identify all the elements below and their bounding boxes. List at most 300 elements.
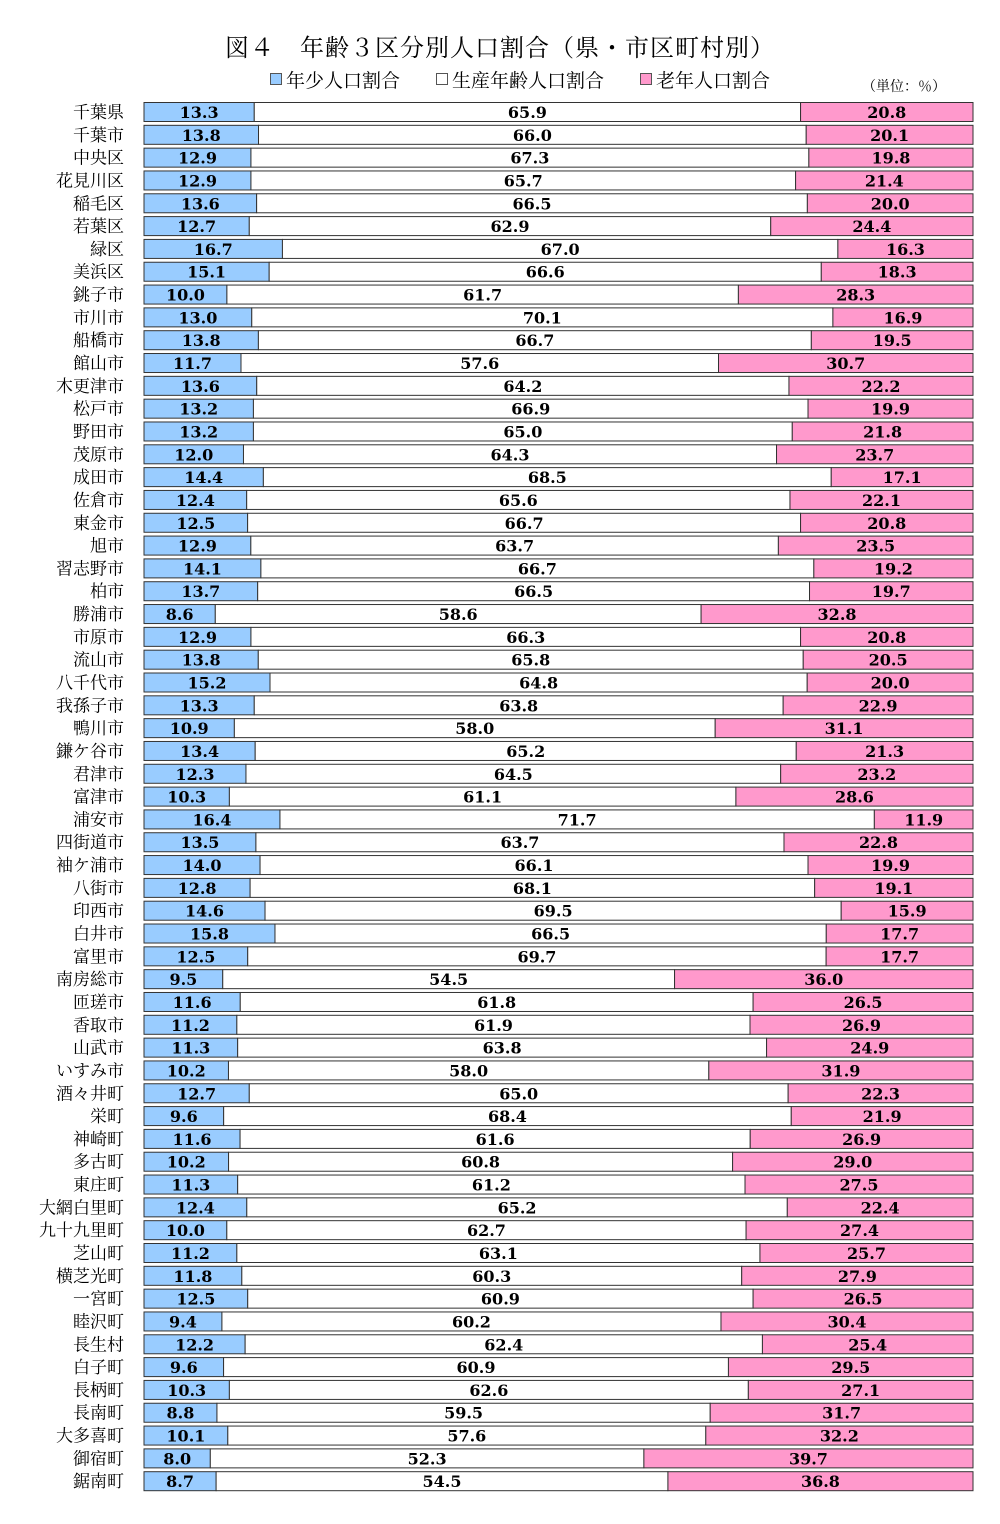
data-label-elderly: 22.3: [861, 1084, 901, 1104]
data-label-elderly: 19.1: [874, 878, 914, 898]
bar-row: [73, 103, 973, 124]
data-label-elderly: 21.3: [865, 741, 905, 761]
chart-title: 図４ 年齢３区分別人口割合（県・市区町村別）: [225, 34, 775, 62]
bar-row: [73, 764, 973, 785]
bar-row: [73, 1175, 973, 1196]
category-label: 鴨川市: [73, 719, 124, 740]
data-label-working: 62.9: [490, 217, 530, 237]
category-label: 芝山町: [73, 1244, 124, 1264]
category-label: 稲毛区: [73, 194, 124, 215]
bar-row: [73, 1403, 973, 1424]
category-label: 習志野市: [56, 559, 124, 580]
data-label-elderly: 25.4: [848, 1335, 888, 1355]
category-label: 若葉区: [73, 217, 124, 238]
data-label-working: 69.5: [533, 901, 573, 921]
data-label-working: 61.8: [477, 992, 517, 1012]
bar-row: [56, 171, 973, 192]
data-label-elderly: 29.5: [831, 1358, 871, 1378]
data-label-youth: 12.5: [176, 1289, 216, 1309]
bar-row: [73, 1244, 973, 1265]
category-label: 成田市: [73, 468, 124, 489]
data-label-working: 66.0: [512, 125, 552, 145]
data-label-working: 66.1: [514, 856, 554, 876]
category-label: 富里市: [73, 947, 124, 968]
data-label-youth: 12.9: [177, 536, 217, 556]
bar-row: [56, 1426, 973, 1447]
data-label-elderly: 25.7: [846, 1244, 886, 1263]
bar-row: [73, 1289, 973, 1310]
data-label-elderly: 20.8: [867, 627, 907, 647]
data-label-elderly: 20.8: [867, 513, 907, 533]
data-label-elderly: 22.1: [862, 490, 901, 510]
bar-row: [73, 810, 973, 831]
data-label-working: 58.0: [455, 719, 495, 739]
data-label-youth: 15.1: [187, 262, 227, 282]
data-label-elderly: 16.3: [885, 239, 925, 259]
data-label-youth: 14.1: [182, 559, 222, 579]
data-label-youth: 10.3: [167, 787, 207, 807]
category-label: 鎌ケ谷市: [56, 741, 124, 762]
data-label-elderly: 20.5: [868, 650, 908, 670]
bar-row: [73, 787, 973, 808]
data-label-working: 65.2: [497, 1198, 537, 1218]
data-label-working: 54.5: [422, 1472, 462, 1492]
category-label: 匝瑳市: [73, 992, 124, 1013]
category-label: 一宮町: [73, 1289, 124, 1310]
data-label-youth: 11.7: [173, 354, 212, 374]
category-label: 美浜区: [73, 262, 124, 283]
data-label-youth: 15.2: [187, 673, 227, 693]
category-label: 白子町: [73, 1358, 124, 1379]
data-label-youth: 10.0: [165, 285, 205, 305]
data-label-elderly: 20.0: [870, 194, 910, 214]
bar-row: [39, 1198, 973, 1219]
data-label-youth: 13.8: [181, 331, 221, 351]
data-label-youth: 11.3: [171, 1038, 211, 1058]
data-label-elderly: 22.2: [861, 376, 901, 396]
data-label-youth: 13.6: [180, 376, 220, 396]
data-label-working: 64.8: [519, 673, 559, 693]
data-label-youth: 9.6: [169, 1358, 198, 1378]
data-label-working: 66.7: [517, 559, 557, 579]
category-label: 我孫子市: [56, 696, 124, 717]
data-label-youth: 11.6: [172, 1129, 212, 1149]
bar-row: [56, 856, 973, 877]
bar-row: [73, 399, 973, 420]
bar-row: [56, 1061, 973, 1082]
category-label: 市川市: [73, 308, 124, 329]
data-label-working: 68.1: [512, 878, 552, 898]
bar-row: [73, 605, 973, 626]
category-label: 袖ケ浦市: [56, 856, 124, 877]
category-label: 柏市: [90, 582, 124, 603]
bar-row: [56, 696, 973, 717]
data-label-working: 57.6: [447, 1426, 487, 1446]
category-label: 千葉市: [73, 125, 124, 146]
data-label-working: 67.0: [540, 239, 580, 259]
data-label-working: 63.1: [478, 1244, 518, 1263]
data-label-working: 66.6: [525, 262, 565, 282]
data-label-youth: 13.3: [179, 103, 219, 122]
category-label: 八千代市: [56, 673, 124, 694]
data-label-youth: 12.8: [177, 878, 217, 898]
data-label-working: 65.9: [507, 103, 547, 122]
legend-label-youth: 年少人口割合: [286, 69, 401, 92]
bar-row: [73, 1129, 973, 1150]
data-label-elderly: 22.8: [859, 833, 898, 853]
data-label-youth: 14.0: [182, 856, 222, 876]
data-label-working: 61.2: [471, 1175, 511, 1195]
data-label-working: 65.0: [499, 1084, 539, 1104]
bar-row: [73, 125, 973, 146]
data-label-youth: 10.9: [169, 719, 209, 739]
category-label: 印西市: [73, 901, 124, 922]
bar-row: [73, 992, 973, 1013]
data-label-working: 59.5: [444, 1403, 484, 1423]
data-label-youth: 9.5: [169, 970, 198, 990]
category-label: 大網白里町: [39, 1198, 124, 1219]
category-label: 鋸南町: [73, 1472, 124, 1493]
category-label: 御宿町: [73, 1449, 124, 1470]
bar-row: [56, 1266, 973, 1287]
category-label: 四街道市: [56, 833, 124, 854]
bar-row: [56, 559, 973, 580]
category-label: 神崎町: [73, 1129, 124, 1150]
data-label-working: 60.8: [461, 1152, 501, 1172]
data-label-elderly: 28.6: [834, 787, 874, 807]
legend-label-working: 生産年齢人口割合: [452, 69, 605, 92]
data-label-working: 57.6: [460, 354, 500, 374]
bar-row: [56, 970, 973, 991]
data-label-elderly: 27.5: [839, 1175, 879, 1195]
data-label-elderly: 39.7: [788, 1449, 828, 1469]
bar-row: [39, 1221, 973, 1242]
data-label-working: 61.9: [473, 1015, 513, 1035]
category-label: 浦安市: [73, 810, 124, 831]
data-label-youth: 12.9: [177, 171, 217, 191]
category-label: 船橋市: [73, 331, 124, 352]
data-label-working: 68.5: [527, 468, 567, 488]
bar-row: [56, 376, 973, 397]
data-label-youth: 12.2: [175, 1335, 215, 1355]
data-label-youth: 10.2: [166, 1152, 206, 1172]
bar-row: [73, 946, 973, 967]
data-label-working: 69.7: [517, 947, 557, 967]
bar-row: [73, 627, 973, 648]
bar-row: [73, 1152, 973, 1173]
data-label-working: 62.7: [466, 1221, 506, 1241]
data-label-working: 66.5: [531, 924, 571, 944]
data-label-working: 67.3: [510, 148, 550, 168]
data-label-youth: 13.7: [181, 582, 221, 602]
data-label-youth: 9.6: [169, 1107, 198, 1127]
data-label-youth: 12.9: [177, 627, 217, 647]
bar-row: [73, 194, 973, 215]
data-label-youth: 12.4: [175, 1198, 215, 1218]
data-label-elderly: 17.7: [880, 924, 920, 944]
data-label-youth: 16.4: [192, 810, 232, 830]
data-label-elderly: 11.9: [904, 810, 944, 830]
data-label-elderly: 17.7: [880, 947, 920, 967]
data-label-working: 68.4: [487, 1107, 527, 1127]
data-label-elderly: 19.2: [873, 559, 913, 579]
data-label-elderly: 31.1: [824, 719, 864, 739]
category-label: 大多喜町: [56, 1426, 124, 1447]
bar-row: [90, 536, 973, 557]
data-label-elderly: 27.1: [841, 1380, 881, 1400]
category-label: 千葉県: [73, 103, 124, 123]
bar-row: [56, 833, 973, 854]
data-label-elderly: 22.9: [858, 696, 898, 716]
data-label-working: 63.8: [482, 1038, 522, 1058]
data-label-elderly: 22.4: [860, 1198, 900, 1218]
data-label-youth: 11.8: [173, 1266, 213, 1286]
data-label-working: 62.6: [469, 1380, 509, 1400]
bar-row: [73, 513, 973, 534]
data-label-youth: 12.4: [175, 490, 215, 510]
data-label-working: 65.2: [506, 741, 546, 761]
data-label-working: 60.9: [456, 1358, 496, 1378]
bar-row: [90, 239, 973, 259]
data-label-elderly: 21.9: [862, 1107, 902, 1127]
data-label-elderly: 18.3: [877, 262, 917, 282]
data-label-youth: 13.6: [180, 194, 220, 214]
bar-row: [73, 878, 973, 899]
data-label-youth: 13.8: [181, 125, 221, 145]
data-label-elderly: 19.8: [871, 148, 911, 168]
data-label-elderly: 31.9: [821, 1061, 861, 1081]
data-label-elderly: 26.5: [843, 992, 883, 1012]
bar-row: [73, 262, 973, 283]
data-label-youth: 13.4: [180, 741, 220, 761]
data-label-elderly: 19.5: [872, 331, 912, 351]
data-label-youth: 15.8: [190, 924, 229, 944]
bar-row: [73, 1312, 973, 1333]
data-label-youth: 13.0: [178, 308, 218, 328]
data-label-elderly: 23.5: [856, 536, 896, 556]
data-label-elderly: 16.9: [883, 308, 923, 328]
data-label-youth: 12.9: [177, 148, 217, 168]
data-label-elderly: 31.7: [822, 1403, 862, 1423]
category-label: 横芝光町: [56, 1266, 124, 1287]
category-label: 長柄町: [73, 1380, 124, 1401]
data-label-youth: 11.3: [171, 1175, 211, 1195]
bar-row: [73, 719, 973, 740]
data-label-youth: 8.8: [166, 1403, 195, 1423]
bar-row: [73, 468, 973, 489]
data-label-elderly: 32.2: [819, 1426, 859, 1446]
bar-row: [73, 1380, 973, 1401]
bar-row: [73, 445, 973, 466]
data-label-youth: 13.2: [179, 422, 219, 442]
bar-row: [56, 1084, 973, 1105]
bar-row: [73, 1449, 973, 1470]
data-label-youth: 11.6: [172, 992, 212, 1012]
data-label-youth: 13.8: [181, 650, 221, 670]
category-label: 佐倉市: [73, 490, 124, 511]
data-label-elderly: 26.9: [842, 1015, 881, 1035]
category-label: 八街市: [73, 878, 124, 899]
bar-row: [73, 1335, 973, 1356]
data-label-elderly: 26.5: [843, 1289, 883, 1309]
data-label-working: 61.6: [475, 1129, 515, 1149]
unit-label: （単位：％）: [862, 79, 946, 95]
data-label-youth: 12.7: [177, 1084, 217, 1104]
category-label: 茂原市: [73, 445, 124, 466]
category-label: 長南町: [73, 1403, 124, 1424]
data-label-youth: 11.2: [170, 1015, 210, 1035]
data-label-youth: 12.7: [177, 217, 217, 237]
category-label: 酒々井町: [56, 1084, 124, 1105]
bar-row: [73, 650, 973, 671]
bar-row: [90, 1107, 973, 1128]
data-label-elderly: 36.0: [804, 970, 844, 990]
category-label: 多古町: [73, 1152, 124, 1173]
category-label: 流山市: [73, 650, 124, 671]
data-label-youth: 10.3: [167, 1380, 207, 1400]
data-label-youth: 14.6: [185, 901, 225, 921]
bar-row: [73, 148, 973, 169]
data-label-elderly: 17.1: [882, 468, 922, 488]
category-label: 東金市: [73, 513, 124, 534]
data-label-elderly: 15.9: [887, 901, 927, 921]
bar-row: [73, 354, 973, 375]
bar-row: [73, 308, 973, 329]
data-label-working: 64.2: [503, 376, 543, 396]
data-label-working: 66.9: [511, 399, 551, 419]
data-label-working: 66.7: [504, 513, 544, 533]
data-label-youth: 8.6: [165, 605, 194, 625]
bar-row: [73, 1358, 973, 1379]
data-label-elderly: 20.8: [867, 103, 907, 122]
bar-row: [73, 1472, 973, 1493]
category-label: 睦沢町: [73, 1312, 124, 1333]
category-label: 君津市: [73, 764, 124, 785]
data-label-working: 65.0: [503, 422, 543, 442]
data-label-elderly: 27.4: [840, 1221, 880, 1241]
data-label-elderly: 30.7: [826, 354, 866, 374]
data-label-working: 62.4: [484, 1335, 524, 1355]
data-label-elderly: 21.8: [863, 422, 903, 442]
category-label: 館山市: [73, 354, 124, 375]
bar-row: [73, 924, 973, 945]
data-label-youth: 12.5: [176, 513, 216, 533]
bar-row: [90, 582, 973, 603]
category-label: 東庄町: [73, 1175, 124, 1196]
data-label-youth: 9.4: [169, 1312, 197, 1332]
legend-label-elderly: 老年人口割合: [656, 69, 771, 92]
data-label-working: 54.5: [429, 970, 469, 990]
data-label-youth: 12.0: [174, 445, 214, 465]
category-label: 緑区: [90, 239, 124, 260]
bar-row: [73, 331, 973, 352]
data-label-youth: 10.0: [165, 1221, 205, 1241]
bar-row: [73, 285, 973, 306]
category-label: 野田市: [73, 422, 124, 443]
data-label-youth: 13.2: [179, 399, 219, 419]
bar-row: [56, 673, 973, 694]
data-label-working: 61.7: [463, 285, 503, 305]
data-label-elderly: 19.9: [871, 856, 910, 876]
data-label-working: 60.2: [451, 1312, 491, 1332]
category-label: 山武市: [73, 1038, 124, 1059]
data-label-working: 63.8: [499, 696, 539, 716]
data-label-elderly: 23.2: [857, 764, 897, 784]
data-label-working: 65.7: [503, 171, 543, 191]
data-label-youth: 8.7: [166, 1472, 194, 1492]
data-label-elderly: 30.4: [827, 1312, 867, 1332]
category-label: 栄町: [90, 1107, 124, 1128]
data-label-working: 65.8: [511, 650, 551, 670]
category-label: 香取市: [73, 1015, 124, 1036]
category-label: 白井市: [73, 924, 124, 945]
bar-row: [73, 1038, 973, 1059]
data-label-working: 70.1: [522, 308, 562, 328]
data-label-elderly: 21.4: [864, 171, 904, 191]
category-label: 花見川区: [56, 171, 124, 192]
data-label-working: 58.0: [449, 1061, 489, 1081]
data-label-working: 65.6: [498, 490, 538, 510]
data-label-youth: 13.3: [179, 696, 219, 716]
category-label: 旭市: [90, 536, 124, 557]
data-label-working: 66.3: [506, 627, 546, 647]
category-label: 富津市: [73, 787, 124, 808]
bar-row: [73, 422, 973, 443]
category-label: いすみ市: [56, 1061, 124, 1082]
bar-row: [56, 741, 973, 762]
data-label-working: 60.9: [480, 1289, 520, 1309]
category-label: 南房総市: [56, 970, 124, 991]
data-label-elderly: 26.9: [842, 1129, 882, 1149]
data-label-working: 66.7: [515, 331, 555, 351]
data-label-working: 71.7: [557, 810, 597, 830]
category-label: 市原市: [73, 627, 124, 648]
data-label-youth: 11.2: [170, 1244, 210, 1263]
data-label-working: 52.3: [407, 1449, 447, 1469]
data-label-youth: 10.1: [166, 1426, 206, 1446]
category-label: 九十九里町: [39, 1221, 124, 1242]
data-label-elderly: 32.8: [817, 605, 857, 625]
category-label: 長生村: [73, 1335, 124, 1356]
data-label-working: 64.5: [493, 764, 533, 784]
category-label: 勝浦市: [73, 605, 124, 626]
category-label: 銚子市: [73, 285, 124, 306]
bar-row: [73, 1015, 973, 1036]
data-label-working: 58.6: [438, 605, 478, 625]
data-label-working: 64.3: [490, 445, 530, 465]
bar-row: [73, 217, 973, 238]
data-label-elderly: 27.9: [837, 1266, 877, 1286]
data-label-youth: 8.0: [163, 1449, 192, 1469]
data-label-youth: 16.7: [193, 239, 233, 259]
data-label-youth: 12.5: [176, 947, 216, 967]
data-label-elderly: 36.8: [800, 1472, 840, 1492]
data-label-working: 63.7: [495, 536, 535, 556]
bar-row: [73, 490, 973, 511]
data-label-elderly: 24.4: [852, 217, 892, 237]
data-label-elderly: 19.7: [871, 582, 911, 602]
data-label-working: 61.1: [463, 787, 503, 807]
data-label-youth: 10.2: [166, 1061, 206, 1081]
data-label-elderly: 20.1: [870, 125, 910, 145]
category-label: 松戸市: [73, 399, 124, 420]
data-label-elderly: 19.9: [871, 399, 910, 419]
data-label-working: 60.3: [472, 1266, 512, 1286]
data-label-elderly: 20.0: [870, 673, 910, 693]
bar-row: [73, 901, 973, 922]
data-label-working: 66.5: [512, 194, 552, 214]
data-label-youth: 13.5: [180, 833, 220, 853]
